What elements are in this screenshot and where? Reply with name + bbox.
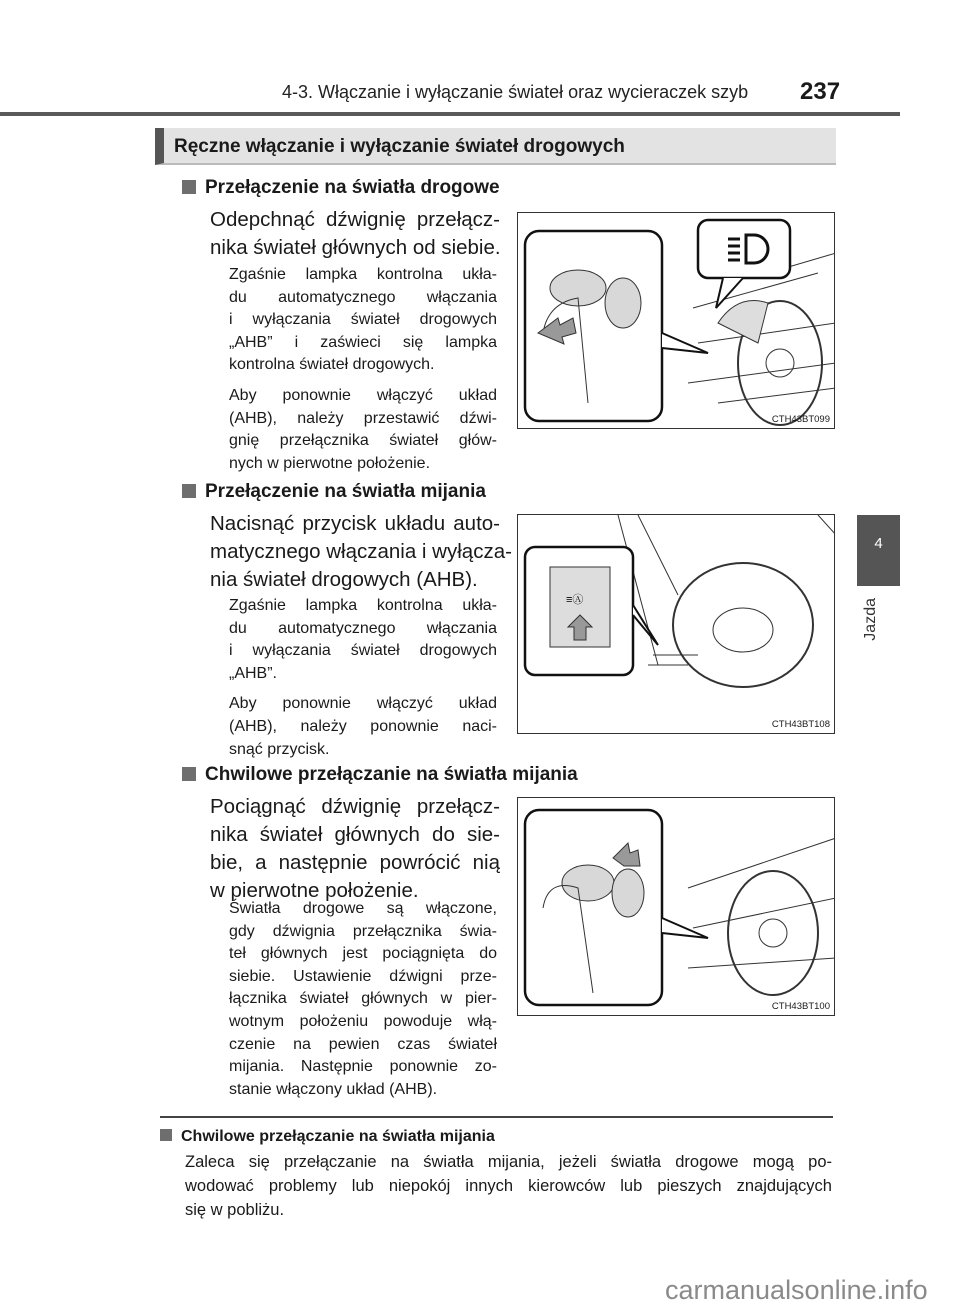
text-line: (AHB), należy przestawić dźwi- (229, 409, 497, 427)
text-line: bie, a następnie powrócić nią (210, 851, 500, 874)
text-line: du automatycznego włączania (229, 288, 497, 306)
page-number: 237 (800, 78, 841, 105)
text-line: kontrolna świateł drogowych. (229, 356, 435, 374)
text-line: gnię przełącznika świateł głów- (229, 432, 497, 450)
text-line: czenie na pewien czas świateł (229, 1035, 497, 1053)
ahb-button-illustration (518, 515, 835, 734)
figure-flash-lever (517, 797, 835, 1016)
notes (229, 898, 497, 1101)
text-line: „AHB”. (229, 664, 277, 682)
note-paragraph (185, 1150, 832, 1222)
text-line: snąć przycisk. (229, 740, 330, 758)
text-line: i wyłączania świateł drogowych (229, 311, 497, 329)
text-line: Aby ponownie włączyć układ (229, 695, 497, 713)
notes (229, 264, 497, 475)
watermark: carmanualsonline.info (665, 1275, 928, 1305)
block-heading (182, 481, 486, 503)
instruction (210, 206, 500, 262)
text-line: siebie. Ustawienie dźwigni prze- (229, 967, 497, 985)
text-line: wodować problemy lub niepokój innych kierowców lub pieszych znajdujących (185, 1177, 832, 1195)
ahb-icon: ≡Ⓐ (566, 594, 584, 606)
text-line: „AHB” i zaświeci się lampka (229, 333, 497, 351)
text-line: się w pobliżu. (185, 1201, 285, 1219)
text-line: teł głównych jest pociągnięta do (229, 945, 497, 963)
paragraph-gap (229, 685, 497, 693)
note-paragraph (229, 264, 497, 377)
text-line: wotnym położeniu powoduje włą- (229, 1012, 497, 1030)
heading-text: Chwilowe przełączanie na światła mijania (205, 764, 578, 785)
chapter-tab-number: 4 (874, 535, 883, 552)
header-rule (0, 112, 900, 116)
chapter-tab[interactable] (857, 515, 900, 586)
text-line: nika świateł głównych od siebie. (210, 236, 501, 259)
paragraph-gap (229, 377, 497, 385)
text-line: nika świateł głównych do sie- (210, 823, 500, 846)
bullet-square-icon (182, 767, 196, 781)
text-line: nych w pierwotne położenie. (229, 454, 431, 472)
text-line: du automatycznego włączania (229, 619, 497, 637)
heading-text: Chwilowe przełączanie na światła mijania (181, 1128, 495, 1145)
block-heading (182, 764, 578, 786)
note-paragraph (229, 693, 497, 761)
text-line: Zaleca się przełączanie na światła mijania, jeżeli światła drogowe mogą po- (185, 1153, 832, 1171)
figure-code: CTH43BT108 (771, 719, 830, 730)
text-line: (AHB), należy ponownie naci- (229, 717, 497, 735)
bullet-square-icon (182, 180, 196, 194)
block-heading (182, 177, 500, 199)
text-line: łącznika świateł głównych w pier- (229, 990, 497, 1008)
heading-text: Przełączenie na światła mijania (205, 481, 486, 502)
lever-pull-illustration (518, 798, 835, 1016)
section-title: Ręczne włączanie i wyłączanie świateł drogowych (155, 128, 836, 165)
instruction (210, 510, 512, 594)
note-heading (160, 1128, 495, 1146)
bullet-square-icon (160, 1129, 172, 1141)
heading-text: Przełączenie na światła drogowe (205, 177, 500, 198)
text-line: gdy dźwignia przełącznika świa- (229, 922, 497, 940)
text-line: mijania. Następnie ponownie zo- (229, 1058, 497, 1076)
chapter-tab-label: Jazda (862, 598, 879, 641)
chapter-header: 4-3. Włączanie i wyłączanie świateł oraz wycieraczek szyb (282, 82, 749, 102)
figure-code: CTH43BT100 (771, 1001, 830, 1012)
note-paragraph (229, 595, 497, 685)
text-line: Zgaśnie lampka kontrolna ukła- (229, 597, 497, 614)
figure-ahb-button (517, 514, 835, 734)
text-line: stanie włączony układ (AHB). (229, 1080, 438, 1098)
text-line: Aby ponownie włączyć układ (229, 386, 497, 404)
text-line: Zgaśnie lampka kontrolna ukła- (229, 266, 497, 283)
note-paragraph (229, 385, 497, 475)
figure-high-beam-lever (517, 212, 835, 429)
text-line: Pociągnąć dźwignię przełącz- (210, 795, 500, 818)
bullet-square-icon (182, 484, 196, 498)
text-line: matycznego włączania i wyłącza- (210, 540, 512, 563)
notes (229, 595, 497, 761)
instruction (210, 793, 500, 905)
text-line: w pierwotne położenie. (210, 879, 419, 902)
text-line: Światła drogowe są włączone, (229, 900, 497, 917)
text-line: nia świateł drogowych (AHB). (210, 568, 478, 591)
text-line: Odepchnąć dźwignię przełącz- (210, 208, 500, 231)
note-paragraph (229, 898, 497, 1101)
text-line: i wyłączania świateł drogowych (229, 642, 497, 660)
text-line: Nacisnąć przycisk układu auto- (210, 512, 500, 535)
figure-code: CTH43BT099 (771, 414, 830, 425)
note-divider (160, 1116, 833, 1118)
lever-push-illustration (518, 213, 835, 429)
